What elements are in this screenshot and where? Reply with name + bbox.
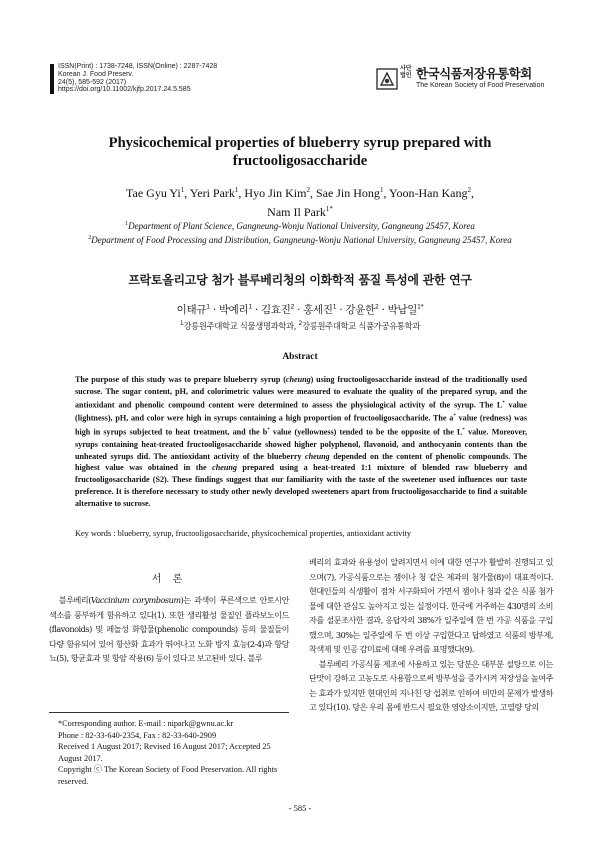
author-affiliation-mark: 1 <box>180 186 185 194</box>
meta-journal: Korean J. Food Preserv. <box>58 70 134 78</box>
footnote-copyright: Copyright ⓒ The Korean Society of Food Preservation. All rights reserved. <box>58 765 278 786</box>
author-affiliation-mark: 1 <box>379 186 384 194</box>
author-name: Yoon-Han Kang <box>389 186 468 200</box>
paper-title <box>60 134 540 170</box>
author-affiliation-mark: 1 <box>248 303 252 311</box>
author-affiliation-mark: 1 <box>234 186 239 194</box>
body-paragraph: 베리의 효과와 유용성이 알려지면서 이에 대한 연구가 활발히 진행되고 있으며(7), 가공식품으로는 잼이나 청 같은 제과의 첨가물(8)이 대표적이다. 현대인들의 식생활이 점차 서구화되어 가면서 잼이나 청과 같은 식품 첨가물에 대한 관심도 높아지고 있는 실정이다. 한국에 거주하는 430명의 소비자를 설문조사한 결과, 응답자의 38%가 일주일에 한 번 가공 식품을 구입했으며, 30%는 일주일에 두 번 이상 구입한다고 답하였고 식품의 방부제, 착색제 및 인공 감미료에 대해 우려를 표명했다(9). <box>309 557 553 654</box>
author-affiliation-mark: 1 <box>332 303 337 311</box>
author-name: Yeri Park <box>189 186 235 200</box>
korean-author-name: 김효진 <box>261 304 291 316</box>
korean-author-name: 홍세진 <box>303 304 333 316</box>
korean-title: 프락토올리고당 첨가 블루베리청의 이화학적 품질 특성에 관한 연구 <box>128 273 472 287</box>
affiliation-text: Department of Food Processing and Distribution, Gangneung-Wonju National University, Gangneung 25457, Korea <box>91 235 512 245</box>
author-name: Sae Jin Hong <box>315 186 380 200</box>
section-heading-introduction: 서 론 <box>151 574 187 585</box>
author-name: Nam Il Park <box>267 205 326 219</box>
korean-author-list: 이태규$^1$ · 박예리$^1$ · 김효진$^2$ · 홍세진$^1$ · 강윤한$^2$ · 박남일$^{1*}$ <box>176 303 424 316</box>
abstract-text: The purpose of this study was to prepare blueberry syrup (cheung) using fructooligosaccharide instead of the traditionally used sucrose. The sugar content, pH, and colorimetric values were measured to evaluate the quality of the prepared syrup, and the antioxidant and phenolic compound content were determined to assess the physiological activity of the syrup. The L* value (lightness), pH, and color were high in syrups containing a high proportion of fructooligosaccharide. The a* value (redness) was high in syrups subjected to heat treatment, and the b* value (yellowness) tended to be the opposite of the L* value. Moreover, syrups containing heat-treated fructooligosaccharide showed higher polyphenol, flavonoid, and anthocyanin contents than the unheated syrups did. The antioxidant activity of the blueberry cheung depended on the content of phenolic compounds. The highest value was obtained in the cheung prepared using a heat-treated 1:1 mixture of blended raw blueberry and fructooligosaccharide (S2). These findings suggest that our familiarity with the taste of the sweetener used influences our taste preference. It is therefore necessary to study other newly developed sweeteners apart from fructooligosaccharide to find a suitable alternative to sucrose. <box>75 375 528 509</box>
author-affiliation-mark: 2 <box>306 186 310 194</box>
author-affiliation-mark: 1* <box>417 303 424 311</box>
keywords-label: Key words : <box>75 529 118 538</box>
affiliation-number: 2 <box>88 235 92 241</box>
affiliation-line <box>50 218 550 232</box>
journal-meta <box>58 63 217 94</box>
header-bar <box>50 64 54 94</box>
author-affiliation-mark: 2 <box>290 303 295 311</box>
korean-affiliations <box>60 320 540 332</box>
meta-issn: ISSN(Print) : 1738-7248, ISSN(Online) : 2287-7428 <box>58 63 218 70</box>
author-name: Tae Gyu Yi <box>126 186 181 200</box>
body-left-column: 블루베리(Vaccinium corymbosum)는 과색이 푸른색으로 안토시안 색소를 풍부하게 함유하고 있다(1). 또한 생리활성 물질인 플라보노이드(flavonoids) 및 페놀성 화합물(phenolic compounds) 등의 물질들이 다량 함유되어 있어 항산화 효과가 뛰어나고 노화 방지 효능(2-4)과 항당뇨(5), 항균효과 및 항암 작용(6) 등이 있다고 보고된바 있다. 블루 <box>49 595 289 663</box>
title-line-2: fructooligosaccharide <box>232 153 368 169</box>
author-affiliation-mark: 2 <box>374 303 379 311</box>
korean-author-name: 강윤한 <box>345 304 375 316</box>
meta-volume: 24(5), 585-592 (2017) <box>58 78 127 86</box>
footnote-divider <box>49 712 289 713</box>
title-line-1: Physicochemical properties of blueberry syrup prepared with <box>108 135 492 151</box>
society-logo <box>376 62 556 96</box>
page-number: - 585 - <box>288 803 312 813</box>
footnote-dates: Received 1 August 2017; Revised 16 August 2017; Accepted 25 August 2017. <box>58 742 271 763</box>
body-right-column <box>309 555 553 715</box>
keywords <box>75 529 527 538</box>
affiliation-text: Department of Plant Science, Gangneung-Wonju National University, Gangneung 25457, Korea <box>128 221 475 231</box>
affiliation-number: 1 <box>125 221 129 227</box>
society-english-name: The Korean Society of Food Preservation <box>416 82 545 89</box>
meta-doi-link[interactable]: https://doi.org/10.11002/kjfp.2017.24.5.585 <box>58 86 191 94</box>
korean-author-name: 박예리 <box>218 304 249 316</box>
body-paragraph: 블루베리 가공식품 제조에 사용하고 있는 당분은 대부분 설탕으로 이는 단맛이 강하고 고농도로 사용함으로써 방부성을 증가시켜 저장성을 높여주는 효과가 있지만 현대인의 지나친 당 섭취로 인하여 비만의 문제가 발생하고 있다(10). 당은 우리 몸에 반드시 필요한 영양소이지만, 고열량 당의 <box>309 658 553 712</box>
korean-affiliation-text: 강릉원주대학교 식품가공유통학과 <box>302 321 421 331</box>
affiliations <box>50 218 550 246</box>
korean-author-name: 이태규 <box>176 304 207 316</box>
author-list: Tae Gyu Yi$^1$, Yeri Park$^1$, Hyo Jin Kim$^2$, Sae Jin Hong$^1$, Yoon-Han Kang$^2$, Nam Il Park$^{1*}$ <box>126 186 474 219</box>
society-emblem-icon <box>376 68 398 90</box>
author-affiliation-mark: 2 <box>467 186 471 194</box>
affiliation-line <box>50 232 550 246</box>
footnote <box>58 718 290 787</box>
footnote-phone: Phone : 82-33-640-2354, Fax : 82-33-640-2909 <box>58 730 217 740</box>
author-name: Hyo Jin Kim <box>244 186 307 200</box>
author-affiliation-mark: 1 <box>206 303 210 311</box>
affiliation-number: 1 <box>179 320 184 328</box>
korean-affiliation-text: 강릉원주대학교 식물생명과학과, <box>183 321 299 331</box>
abstract-heading: Abstract <box>282 352 318 362</box>
footnote-correspondence: *Corresponding author. E-mail : nipark@gwnu.ac.kr <box>58 719 234 728</box>
affiliation-number: 2 <box>298 320 303 328</box>
author-affiliation-mark: 1* <box>325 205 333 213</box>
keywords-text: blueberry, syrup, fructooligosaccharide, physicochemical properties, antioxidant activity <box>117 529 412 538</box>
society-small-label: 사단법인 <box>400 65 412 79</box>
society-korean-name: 한국식품저장유통학회 <box>416 66 532 81</box>
korean-author-name: 박남일 <box>387 304 418 316</box>
